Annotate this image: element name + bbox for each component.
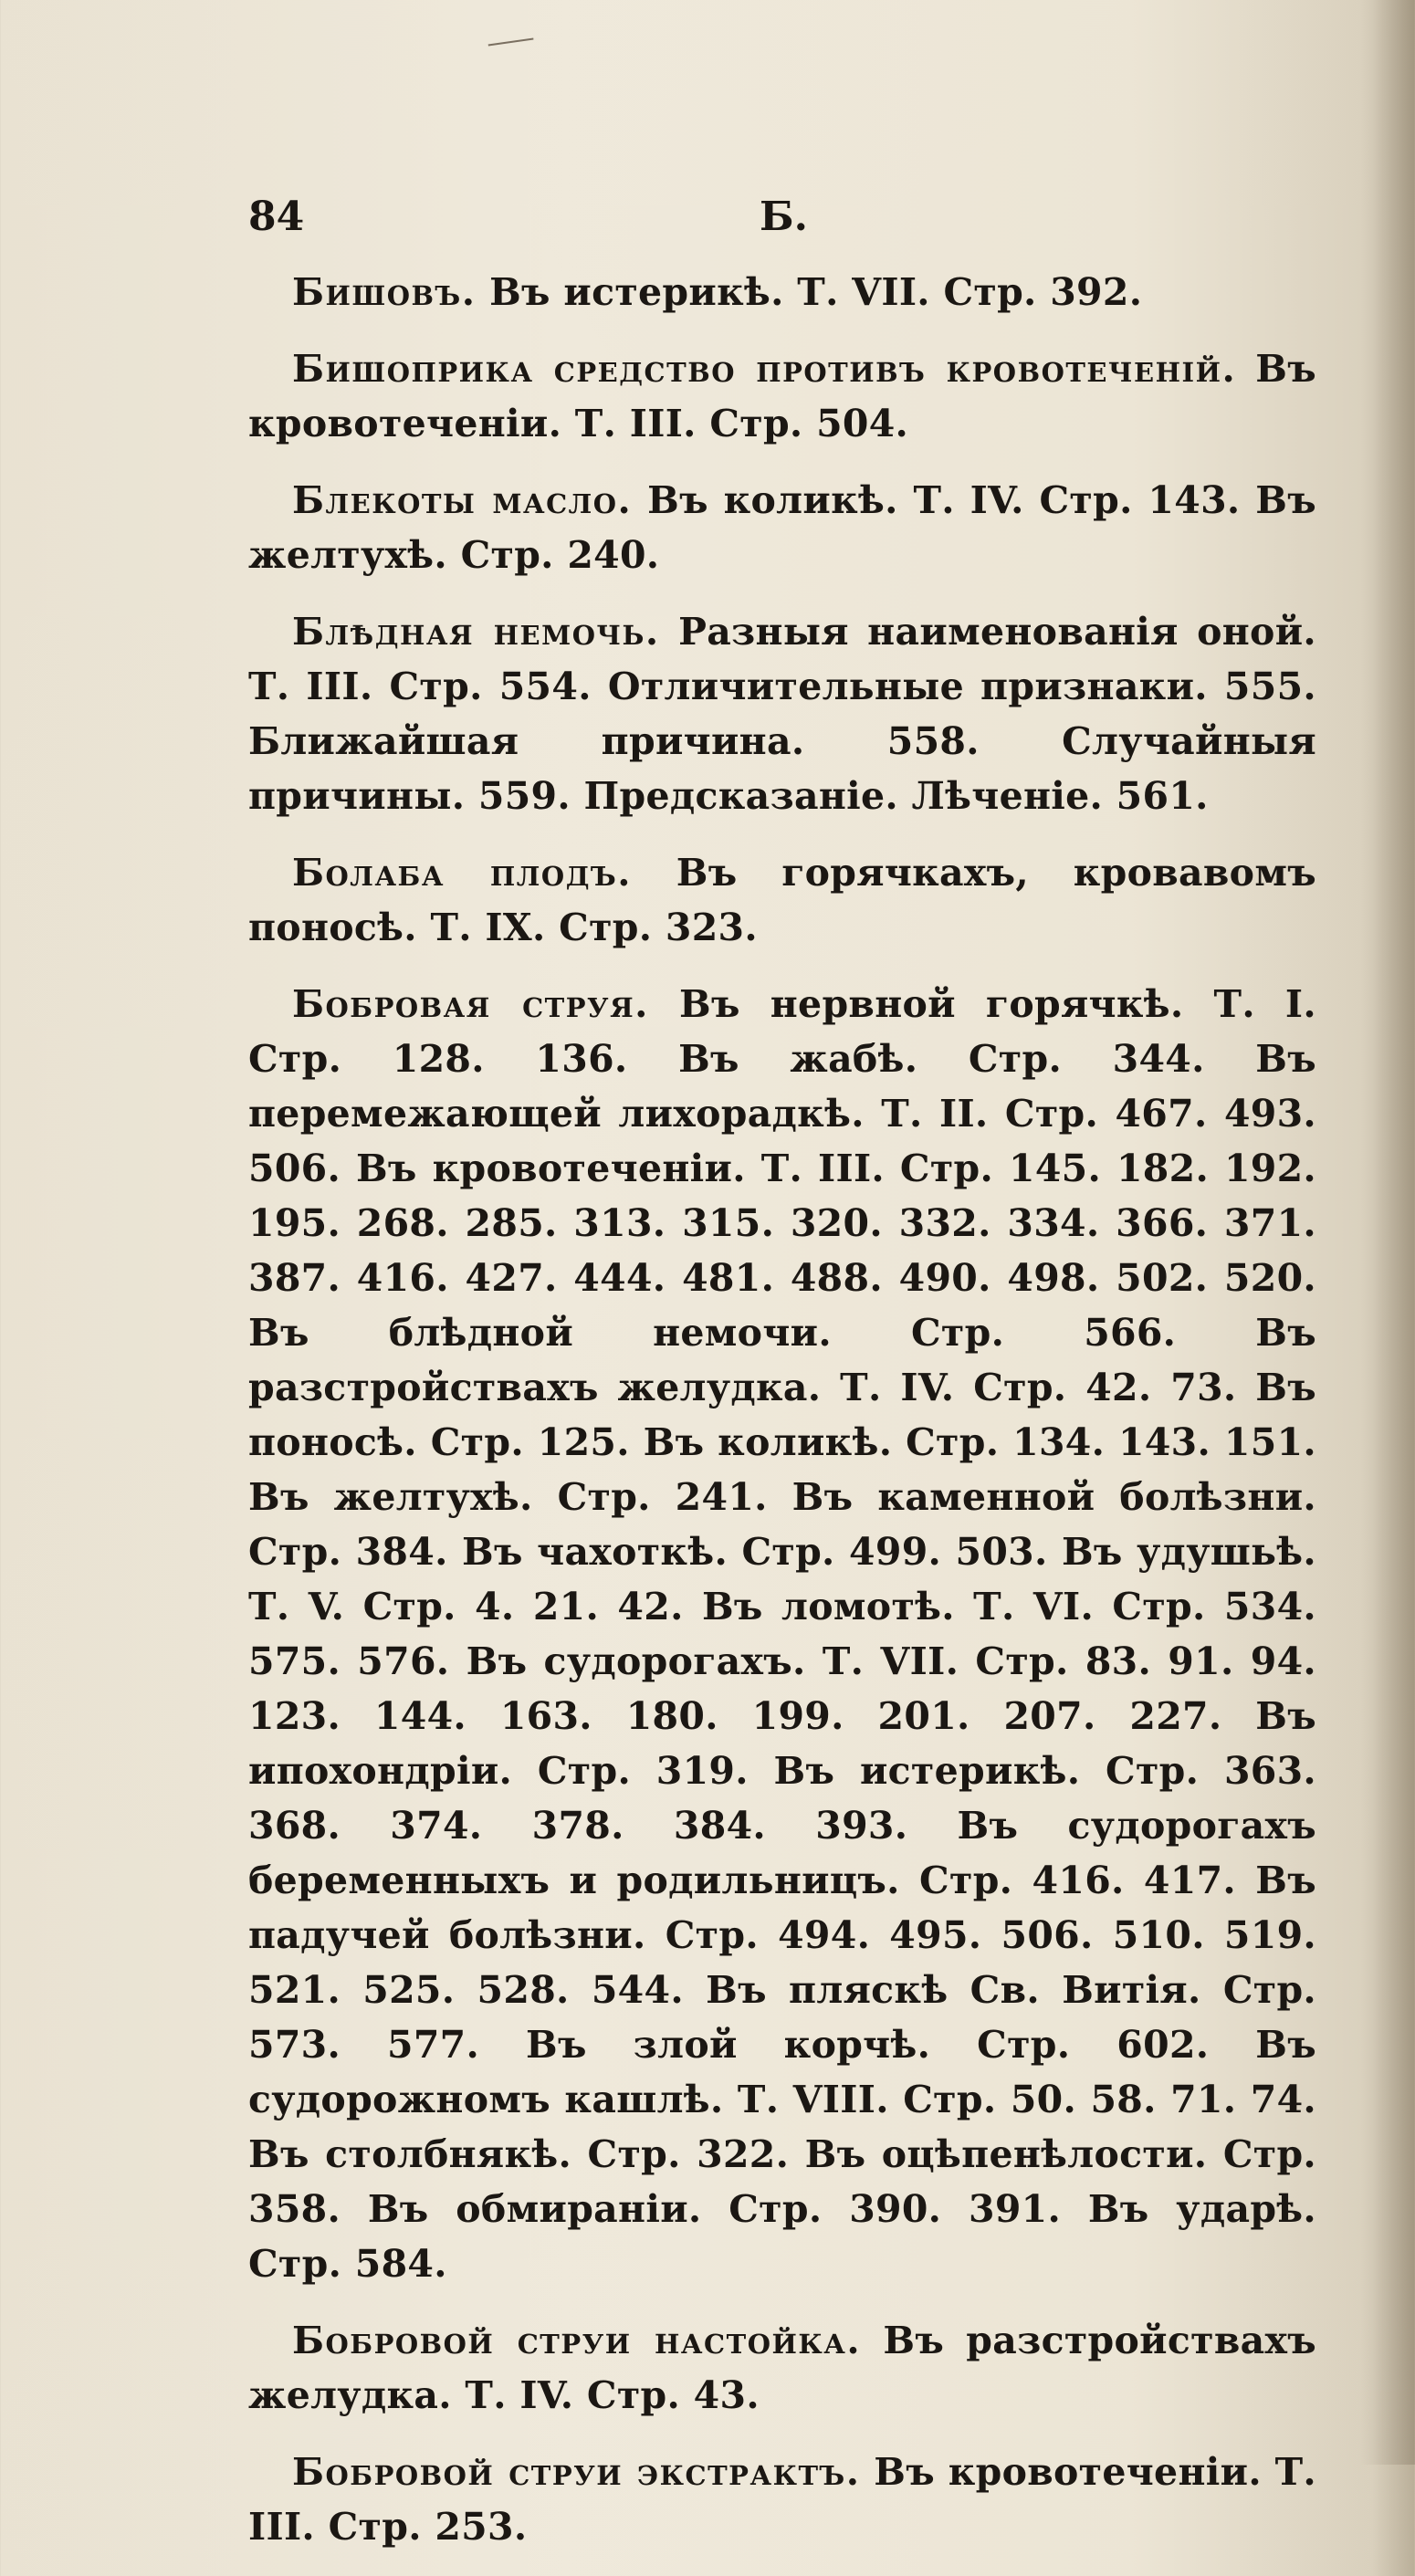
entry-heading: Бобровой струи настойка. <box>292 2319 862 2362</box>
entry-text: Въ коликѣ. Т. IV. Стр. 143. Въ желтухѣ. Стр. 240. <box>248 478 1316 577</box>
index-entry <box>248 265 1316 319</box>
page-mark <box>488 38 535 52</box>
entry-heading: Бишоприка средство противъ кровотеченій. <box>292 347 1237 391</box>
entry-heading: Болаба плодъ. <box>292 851 632 895</box>
entry-text: Въ истерикѣ. Т. VII. Стр. 392. <box>489 270 1143 314</box>
entry-heading: Бишовъ. <box>292 270 477 314</box>
index-entries <box>248 265 1316 2576</box>
entry-text: Въ разстройствахъ желудка. Т. IV. Стр. 43. <box>248 2319 1316 2417</box>
entry-text: Въ кровотеченіи. Т. III. Стр. 253. <box>248 2450 1317 2549</box>
index-entry <box>248 341 1316 451</box>
entry-text: Разныя наименованія оной. Т. III. Стр. 554. Отличительные признаки. 555. Ближайшая причина. 558. Случайныя причины. 559. Предсказаніе. Лѣченіе. 561. <box>248 610 1316 818</box>
entry-text: Въ нервной горячкѣ. Т. I. Стр. 128. 136. Въ жабѣ. Стр. 344. Въ перемежающей лихорадкѣ. Т. II. Стр. 467. 493. 506. Въ кровотеченіи. Т. III. Стр. 145. 182. 192. 195. 268. 285. 313. 315. 320. 332. 334. 366. 371. 387. 416. 427. 444. 481. 488. 490. 498. 502. 520. Въ блѣдной немочи. Стр. 566. Въ разстройствахъ желудка. Т. IV. Стр. 42. 73. Въ поносѣ. Стр. 125. Въ коликѣ. Стр. 134. 143. 151. Въ желтухѣ. Стр. 241. Въ каменной болѣзни. Стр. 384. Въ чахоткѣ. Стр. 499. 503. Въ удушьѣ. Т. V. Стр. 4. 21. 42. Въ ломотѣ. Т. VI. Стр. 534. 575. 576. Въ судорогахъ. Т. VII. Стр. 83. 91. 94. 123. 144. 163. 180. 199. 201. 207. 227. Въ ипохондріи. Стр. 319. Въ истерикѣ. Стр. 363. 368. 374. 378. 384. 393. Въ судорогахъ беременныхъ и родильницъ. Стр. 416. 417. Въ падучей болѣзни. Стр. 494. 495. 506. 510. 519. 521. 525. 528. 544. Въ пляскѣ Св. Витія. Стр. 573. 577. Въ злой корчѣ. Стр. 602. Въ судорожномъ кашлѣ. Т. VIII. Стр. 50. 58. 71. 74. Въ столбнякѣ. Стр. 322. Въ оцѣпенѣлости. Стр. 358. Въ обмираніи. Стр. 390. 391. Въ ударѣ. Стр. 584. <box>248 982 1316 2286</box>
page-header <box>248 194 1316 257</box>
index-entry <box>248 2445 1316 2554</box>
index-entry <box>248 473 1316 582</box>
entry-text: Въ горячкахъ, кровавомъ поносѣ. Т. IX. Стр. 323. <box>248 851 1316 949</box>
page-edge-shadow <box>1360 0 1415 2465</box>
index-entry <box>248 977 1316 2291</box>
entry-heading: Блѣдная немочь. <box>292 610 660 654</box>
page-number: 84 <box>248 194 305 240</box>
entry-heading: Бобровой струи экстрактъ. <box>292 2450 861 2494</box>
entry-heading: Бобровая струя. <box>292 982 649 1026</box>
section-letter: Б. <box>760 194 808 240</box>
index-entry <box>248 845 1316 955</box>
entry-text: Въ кровотеченіи. Т. III. Стр. 504. <box>248 347 1316 445</box>
index-entry <box>248 604 1316 823</box>
index-entry <box>248 2313 1316 2423</box>
entry-heading: Блекоты масло. <box>292 478 633 522</box>
